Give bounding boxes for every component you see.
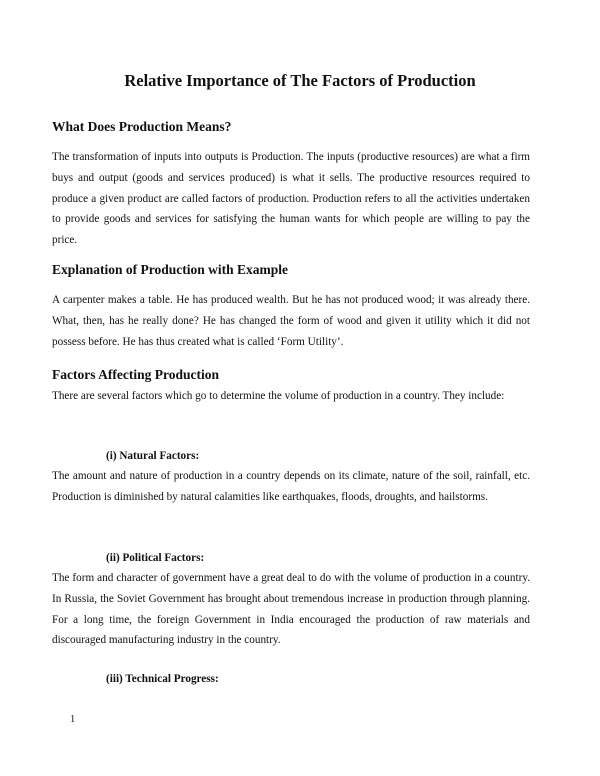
section-heading-production-example: Explanation of Production with Example [52,262,289,277]
document-title: Relative Importance of The Factors of Production [124,71,476,90]
section-paragraph-production-means: The transformation of inputs into outputs is Production. The inputs (productive resources) are what a firm buys and output (goods and services produced) is what it sells. The productive resources required to produce a given product are called factors of production. Production refers to all the activities undertaken to provide goods and services for satisfying the human wants for which people are willing to pay the price. [52,151,530,247]
factor-paragraph-political: The form and character of government have a great deal to do with the volume of production in a country. In Russia, the Soviet Government has brought about tremendous increase in production through planning. For a long time, the foreign Government in India encouraged the production of raw materials and discouraged manufacturing industry in the country. [52,572,530,647]
section-paragraph-production-example: A carpenter makes a table. He has produced wealth. But he has not produced wood; it was already there. What, then, has he really done? He has changed the form of wood and given it utility which it did not possess before. He has thus created what is called ‘Form Utility’. [52,294,530,348]
section-paragraph-factors-affecting: There are several factors which go to determine the volume of production in a country. They include: [52,390,505,402]
factor-paragraph-natural: The amount and nature of production in a country depends on its climate, nature of the soil, rainfall, etc. Production is diminished by natural calamities like earthquakes, floods, droughts, and hailstorms. [52,470,530,503]
factor-heading-natural: (i) Natural Factors: [106,450,200,462]
factor-heading-political: (ii) Political Factors: [106,552,205,564]
page-number: 1 [70,714,76,725]
section-heading-factors-affecting: Factors Affecting Production [52,367,219,382]
factor-heading-technical: (iii) Technical Progress: [106,673,219,685]
section-heading-production-means: What Does Production Means? [52,119,232,134]
